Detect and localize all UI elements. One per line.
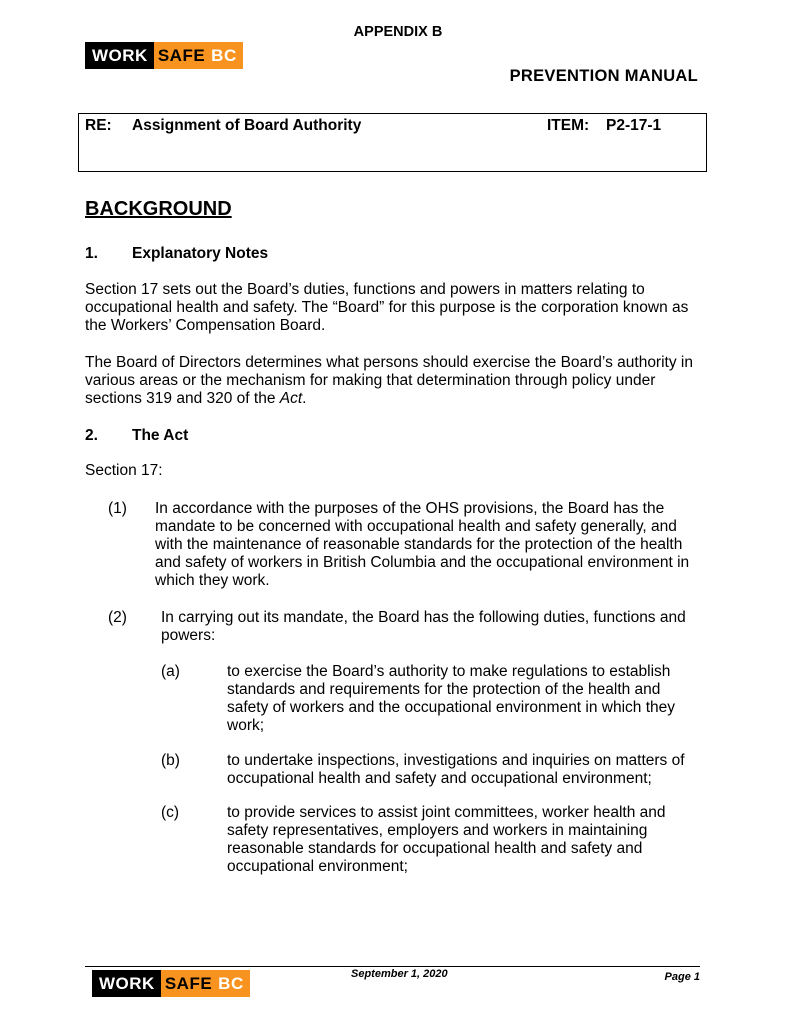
item-label: ITEM: bbox=[547, 117, 590, 134]
section1-para2-main: The Board of Directors determines what persons should exercise the Board’s authority in various areas or the mechanism for making that determination through policy under sections 319 and 320 of the bbox=[85, 354, 693, 407]
section1-para2-italic: Act bbox=[279, 390, 303, 407]
section2-number: 2. bbox=[85, 427, 98, 444]
section1-para2 bbox=[85, 354, 697, 408]
subsection2-number: (2) bbox=[108, 609, 127, 626]
footer-worksafebc-logo bbox=[92, 970, 250, 997]
footer-logo-bc-text: BC bbox=[216, 970, 250, 997]
footer-date: September 1, 2020 bbox=[351, 968, 448, 980]
item-b-text: to undertake inspections, investigations and inquiries on matters of occupational health and safety and occupational environment; bbox=[227, 752, 685, 787]
footer-logo-safe-text: SAFE bbox=[161, 970, 216, 997]
logo-work-text: WORK bbox=[85, 42, 154, 69]
subsection1-number: (1) bbox=[108, 500, 127, 517]
background-heading: BACKGROUND bbox=[85, 198, 232, 220]
footer-page-number: Page 1 bbox=[664, 971, 700, 983]
footer-divider bbox=[85, 966, 700, 967]
section2-intro: Section 17: bbox=[85, 462, 163, 479]
item-c-text: to provide services to assist joint committees, worker health and safety representatives, employers and workers in maintaining reasonable standards for occupational health and safety and occupational environment; bbox=[227, 804, 666, 875]
footer-logo-work-text: WORK bbox=[92, 970, 161, 997]
item-c-label: (c) bbox=[161, 804, 180, 821]
section1-para2-end: . bbox=[302, 390, 307, 407]
item-a-label: (a) bbox=[161, 663, 180, 680]
item-number: P2-17-1 bbox=[606, 117, 662, 134]
section1-title: Explanatory Notes bbox=[132, 245, 269, 262]
section2-title: The Act bbox=[132, 427, 189, 444]
item-a-text: to exercise the Board’s authority to make regulations to establish standards and requirements for the protection of the health and safety of workers and the occupational environment in which they work; bbox=[227, 663, 676, 734]
subsection2-text: In carrying out its mandate, the Board has the following duties, functions and powers: bbox=[161, 609, 686, 644]
logo-bc-text: BC bbox=[209, 42, 243, 69]
re-label: RE: bbox=[85, 117, 112, 134]
section1-number: 1. bbox=[85, 245, 98, 262]
re-subject: Assignment of Board Authority bbox=[132, 117, 362, 134]
item-b-label: (b) bbox=[161, 752, 180, 769]
manual-title: PREVENTION MANUAL bbox=[509, 67, 698, 85]
appendix-label: APPENDIX B bbox=[353, 24, 443, 40]
logo-safe-text: SAFE bbox=[154, 42, 209, 69]
worksafebc-logo bbox=[85, 42, 243, 69]
subsection1-text: In accordance with the purposes of the OHS provisions, the Board has the mandate to be concerned with occupational health and safety generally, and with the maintenance of reasonable standards for the protection of the health and safety of workers in British Columbia and the occupational environment in which they work. bbox=[155, 500, 690, 589]
section1-para1: Section 17 sets out the Board’s duties, functions and powers in matters relating to occupational health and safety. The “Board” for this purpose is the corporation known as the Workers’ Compensation Board. bbox=[85, 281, 689, 334]
